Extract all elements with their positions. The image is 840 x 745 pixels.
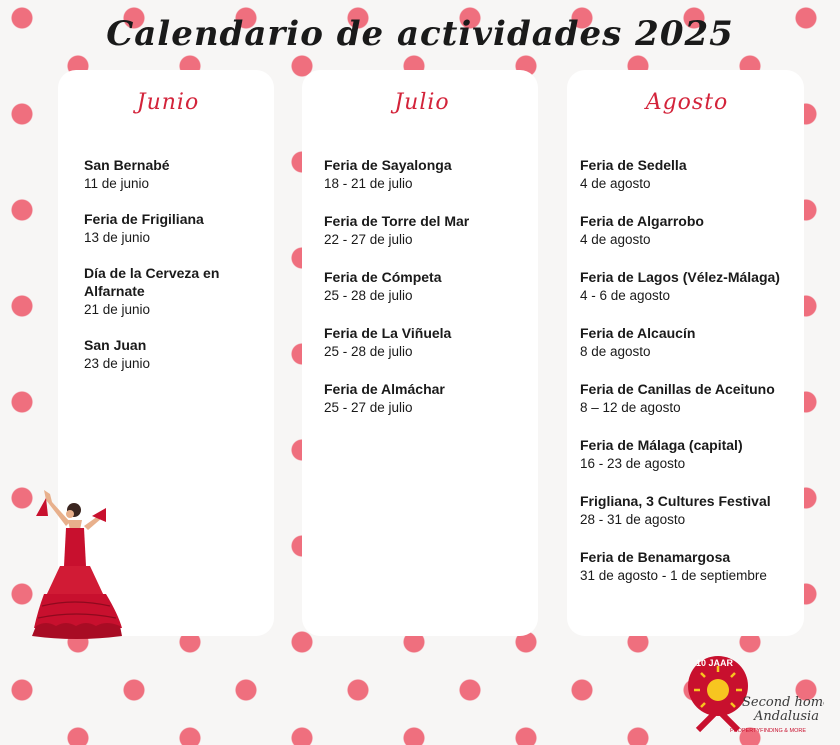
event-date: 25 - 27 de julio	[324, 400, 413, 415]
event-date: 11 de junio	[84, 176, 150, 191]
event-date: 21 de junio	[84, 302, 151, 317]
event-date: 25 - 28 de julio	[324, 288, 413, 303]
event-item	[84, 264, 252, 319]
event-name: Feria de Sayalonga	[324, 157, 452, 173]
event-item	[580, 380, 794, 417]
event-date: 8 – 12 de agosto	[580, 400, 681, 415]
logo-line1: Second home	[742, 695, 824, 710]
event-item	[580, 548, 794, 585]
event-date: 4 de agosto	[580, 176, 651, 191]
event-date: 23 de junio	[84, 356, 151, 371]
event-name: Feria de Frigiliana	[84, 211, 204, 227]
event-date: 16 - 23 de agosto	[580, 456, 686, 471]
event-name: Feria de Cómpeta	[324, 269, 442, 285]
month-title: Agosto	[645, 90, 729, 115]
logo-sun-icon	[684, 644, 824, 740]
month-title: Junio	[136, 90, 200, 115]
event-item	[84, 336, 252, 373]
month-card-agosto	[567, 70, 804, 636]
event-name: Feria de Lagos (Vélez-Málaga)	[580, 269, 780, 285]
event-item	[324, 268, 520, 305]
month-title: Julio	[394, 90, 450, 115]
event-name: Feria de La Viñuela	[324, 325, 452, 341]
event-name: Feria de Alcaucín	[580, 325, 696, 341]
event-item	[580, 212, 794, 249]
event-item	[580, 492, 794, 529]
event-name: Feria de Torre del Mar	[324, 213, 470, 229]
event-name: Frigliana, 3 Cultures Festival	[580, 493, 771, 509]
logo-line2: Andalusia	[754, 709, 819, 724]
event-date: 18 - 21 de julio	[324, 176, 413, 191]
event-date: 28 - 31 de agosto	[580, 512, 686, 527]
event-name: Día de la Cerveza en Alfarnate	[84, 265, 220, 299]
month-card-julio	[302, 70, 538, 636]
event-item	[324, 380, 520, 417]
event-item	[580, 268, 794, 305]
event-name: San Juan	[84, 337, 147, 353]
event-date: 31 de agosto - 1 de septiembre	[580, 568, 767, 583]
event-item	[580, 156, 794, 193]
event-item	[84, 156, 252, 193]
event-date: 4 de agosto	[580, 232, 651, 247]
page-title: Calendario de actividades 2025	[106, 14, 734, 54]
event-date: 25 - 28 de julio	[324, 344, 413, 359]
event-item	[580, 436, 794, 473]
event-name: Feria de Almáchar	[324, 381, 445, 397]
event-name: Feria de Málaga (capital)	[580, 437, 743, 453]
second-home-andalusia-logo	[684, 644, 824, 740]
event-date: 4 - 6 de agosto	[580, 288, 671, 303]
event-date: 22 - 27 de julio	[324, 232, 413, 247]
event-item	[84, 210, 252, 247]
event-name: Feria de Algarrobo	[580, 213, 704, 229]
event-name: Feria de Canillas de Aceituno	[580, 381, 775, 397]
event-item	[324, 156, 520, 193]
event-name: Feria de Sedella	[580, 157, 687, 173]
event-date: 13 de junio	[84, 230, 151, 245]
logo-tagline: PROPERTYFINDING & MORE	[730, 728, 806, 734]
event-item	[580, 324, 794, 361]
logo-badge: 10 JAAR	[696, 658, 734, 668]
event-date: 8 de agosto	[580, 344, 651, 359]
flamenco-dancer-icon	[26, 486, 126, 644]
event-item	[324, 324, 520, 361]
event-name: Feria de Benamargosa	[580, 549, 731, 565]
event-item	[324, 212, 520, 249]
event-name: San Bernabé	[84, 157, 170, 173]
